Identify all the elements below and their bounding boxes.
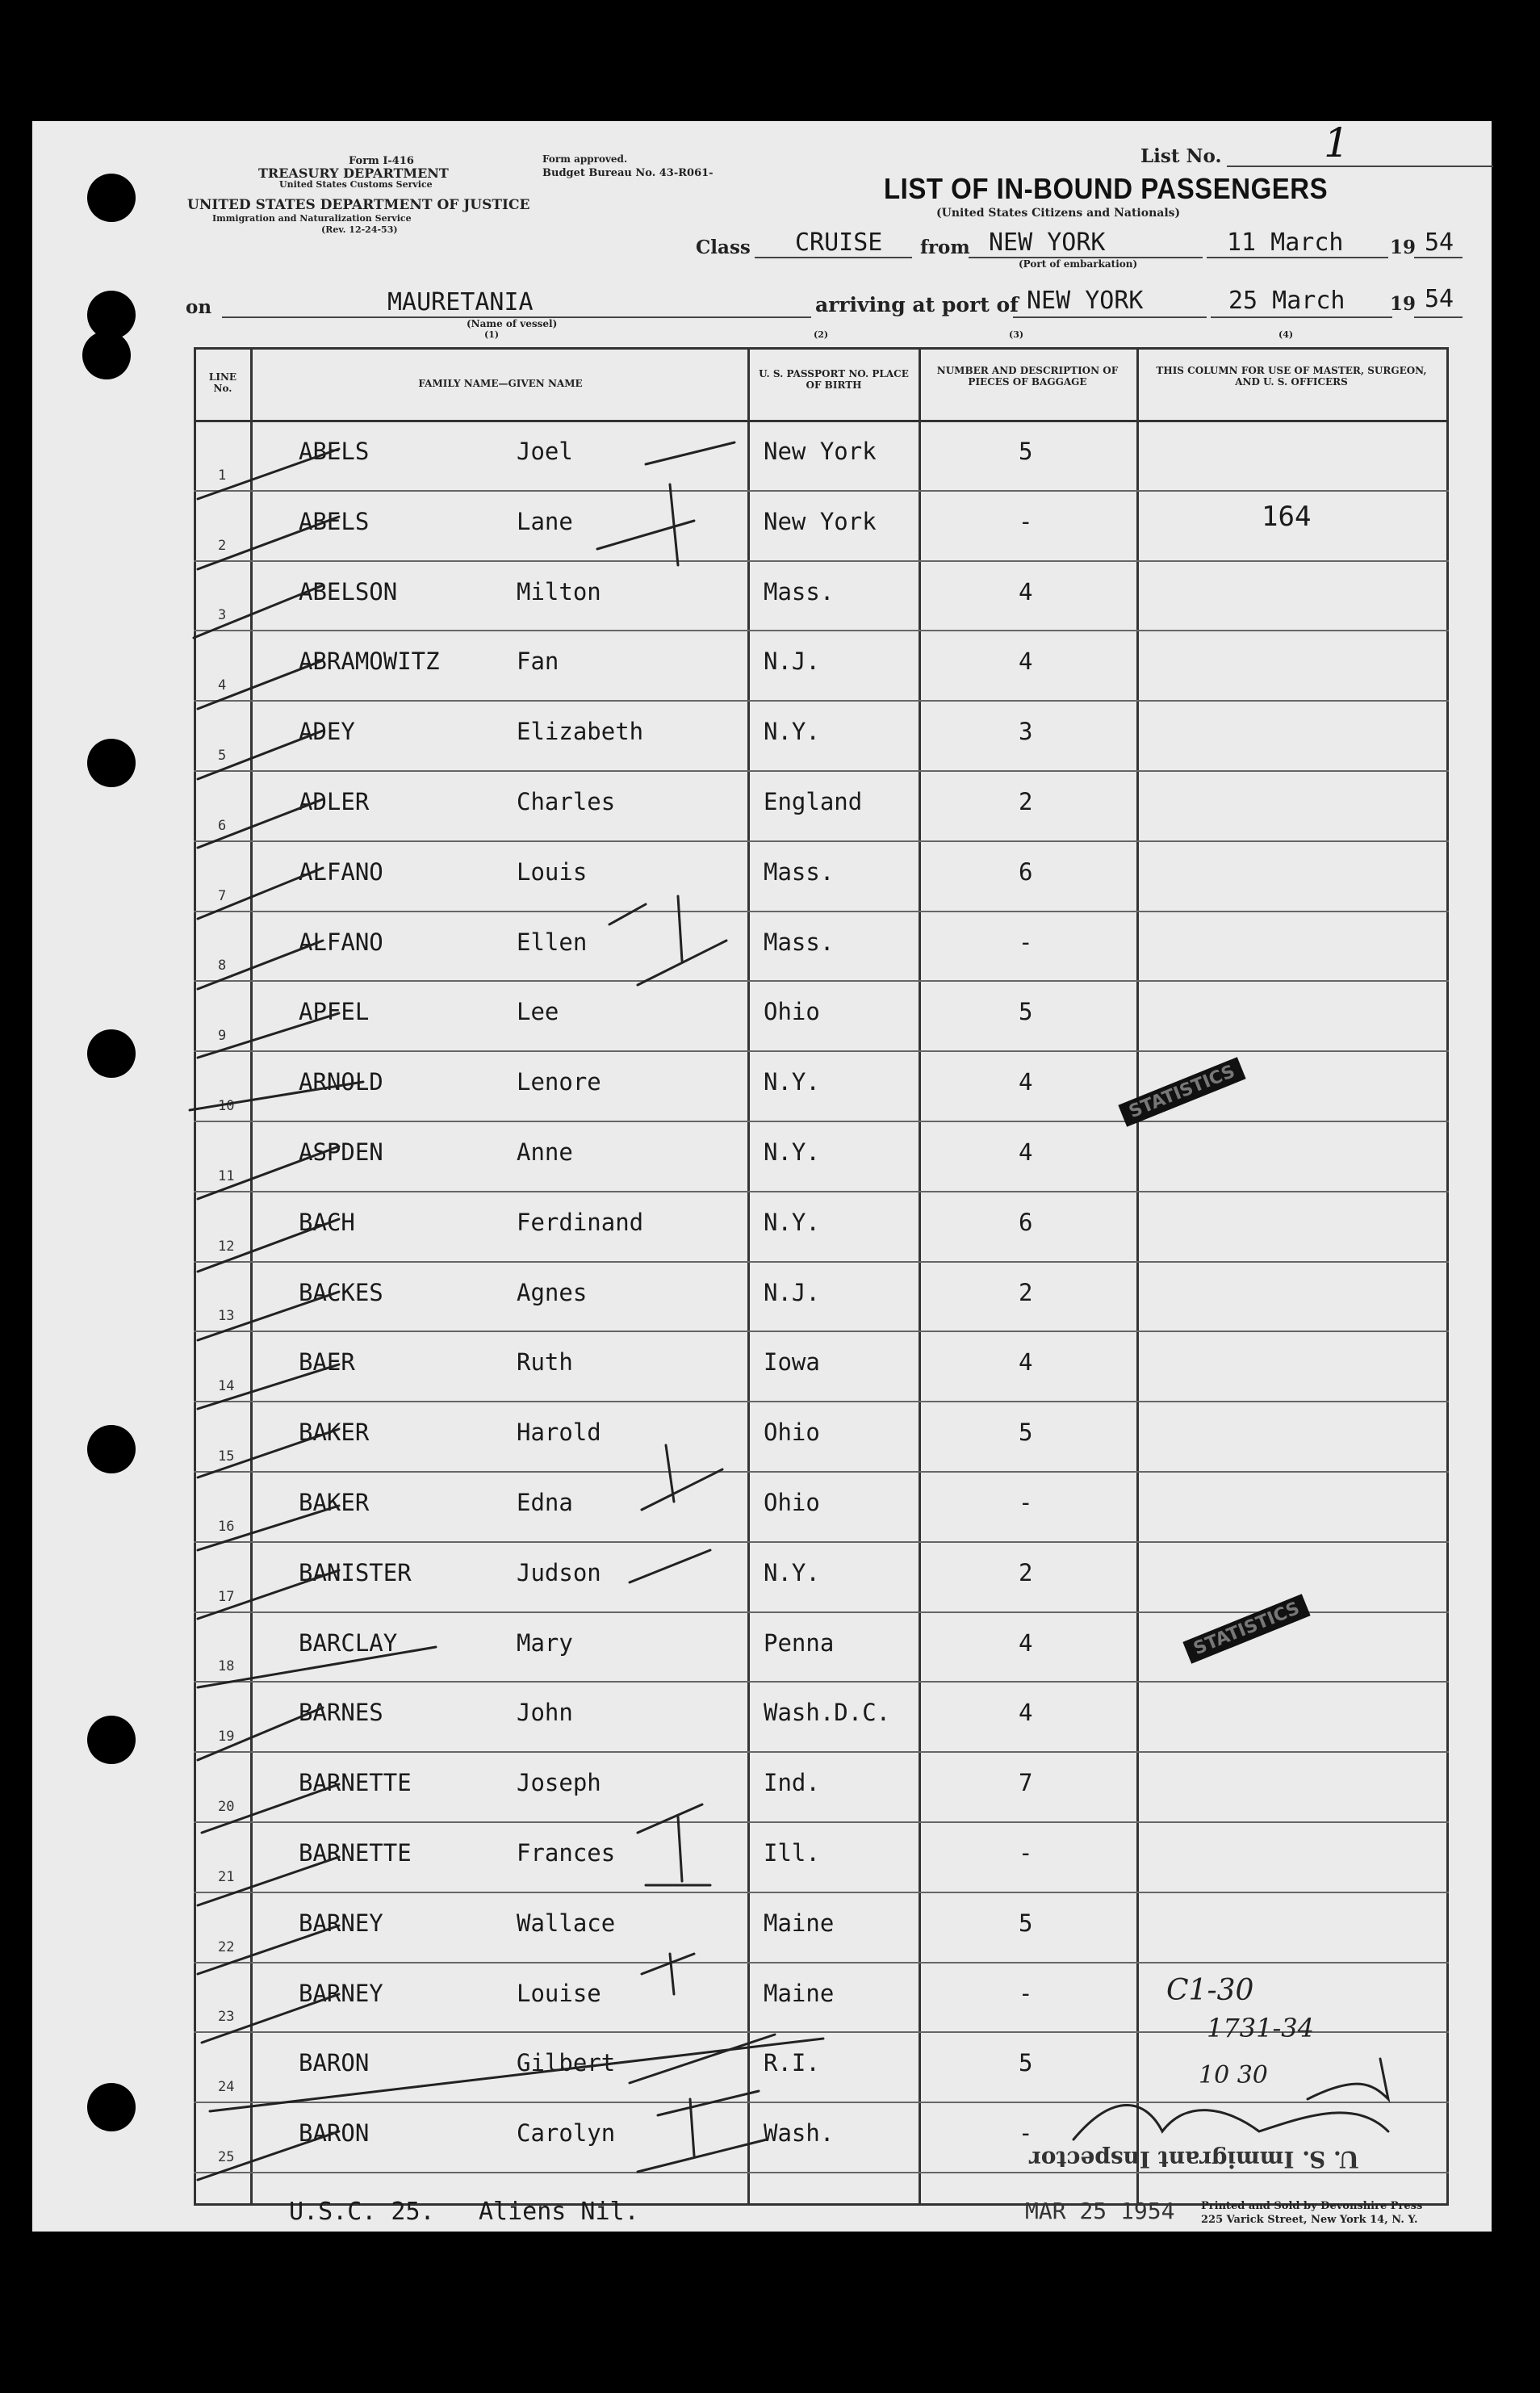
row-line: 17	[218, 1588, 235, 1605]
row-family: ARNOLD	[299, 1068, 383, 1096]
row-line: 25	[218, 2149, 235, 2165]
list-no-label: List No.	[1140, 145, 1222, 167]
row-baggage: -	[1019, 1489, 1033, 1516]
row-given: Lee	[517, 998, 559, 1026]
row-baggage: 4	[1019, 577, 1033, 606]
row-place: New York	[764, 507, 877, 535]
statistics-stamp: STATISTICS	[1118, 1057, 1245, 1126]
header-baggage: NUMBER AND DESCRIPTION OF PIECES OF BAGGAGE	[936, 365, 1119, 388]
row-family: BARNEY	[299, 1979, 383, 2007]
row-line: 1	[218, 467, 227, 484]
row-given: Charles	[517, 788, 616, 815]
punch-hole	[87, 174, 136, 222]
col-num-1: (1)	[484, 329, 500, 340]
row-baggage: 5	[1019, 438, 1033, 465]
row-baggage: -	[1019, 2119, 1033, 2148]
justice-dept: UNITED STATES DEPARTMENT OF JUSTICE	[187, 197, 530, 213]
row-baggage: 4	[1019, 1138, 1033, 1166]
row-given: Carolyn	[517, 2119, 616, 2148]
row-place: Ohio	[764, 998, 820, 1026]
customs-service: United States Customs Service	[279, 179, 433, 190]
row-line: 3	[218, 607, 227, 624]
row-given: Mary	[517, 1628, 573, 1657]
row-line: 20	[218, 1799, 235, 1815]
row-baggage: 2	[1019, 788, 1033, 815]
row-place: Wash.	[764, 2119, 835, 2148]
row-place: New York	[764, 438, 877, 465]
row-given: Lenore	[517, 1068, 601, 1096]
row-place: Ind.	[764, 1769, 820, 1797]
row-family: ABELS	[299, 438, 370, 465]
row-place: N.Y.	[764, 718, 820, 746]
row-line: 7	[218, 887, 227, 904]
row-family: BARON	[299, 2049, 370, 2077]
row-baggage: 6	[1019, 857, 1033, 886]
row-given: Wallace	[517, 1909, 616, 1937]
row-place: Mass.	[764, 928, 835, 956]
row-given: Frances	[517, 1839, 616, 1867]
row-given: Agnes	[517, 1278, 588, 1306]
date-stamp: MAR 25 1954	[1025, 2198, 1175, 2224]
class-value: CRUISE	[795, 228, 883, 257]
handwritten-note: 10 30	[1199, 2061, 1268, 2089]
row-given: Milton	[517, 577, 601, 606]
row-place: N.Y.	[764, 1558, 820, 1586]
row-baggage: 3	[1019, 718, 1033, 746]
row-line: 8	[218, 958, 227, 974]
punch-hole	[87, 2083, 136, 2131]
row-baggage: 5	[1019, 1909, 1033, 1937]
row-baggage: -	[1019, 928, 1033, 956]
list-number: 1	[1324, 119, 1350, 166]
col-num-2: (2)	[814, 329, 829, 340]
row-family: BARNETTE	[299, 1839, 412, 1867]
dep-year-prefix: 19	[1390, 237, 1417, 258]
handwritten-note: 1731-34	[1207, 2013, 1314, 2043]
vessel-name: MAURETANIA	[387, 288, 534, 316]
row-place: Maine	[764, 1979, 835, 2007]
row-place: Iowa	[764, 1348, 820, 1377]
row-family: ABRAMOWITZ	[299, 647, 440, 676]
row-family: BACKES	[299, 1278, 383, 1306]
row-line: 16	[218, 1518, 235, 1535]
page-subtitle: (United States Citizens and Nationals)	[936, 207, 1181, 220]
row-given: Fan	[517, 647, 559, 676]
row-family: APFEL	[299, 998, 370, 1026]
row-baggage: 2	[1019, 1278, 1033, 1306]
header-officers: THIS COLUMN FOR USE OF MASTER, SURGEON, AND U. S. OFFICERS	[1156, 365, 1427, 388]
punch-hole	[87, 1029, 136, 1078]
row-baggage: -	[1019, 507, 1033, 535]
row-place: Wash.D.C.	[764, 1699, 891, 1727]
row-baggage: 5	[1019, 2049, 1033, 2077]
punch-hole	[87, 739, 136, 787]
row-line: 2	[218, 537, 227, 554]
embarkation-note: (Port of embarkation)	[1019, 258, 1138, 270]
row-place: N.Y.	[764, 1138, 820, 1166]
form-approved: Form approved.	[542, 153, 628, 165]
row-given: Harold	[517, 1419, 601, 1447]
row-family: ALFANO	[299, 857, 383, 886]
row-given: Joel	[517, 438, 573, 465]
arrival-date: 25 March	[1228, 287, 1345, 315]
row-line: 23	[218, 2009, 235, 2026]
row-baggage: 2	[1019, 1558, 1033, 1586]
row-place: N.J.	[764, 647, 820, 676]
row-family: BARNES	[299, 1699, 383, 1727]
row-family: BANISTER	[299, 1558, 412, 1586]
row-baggage: 6	[1019, 1208, 1033, 1236]
row-line: 21	[218, 1868, 235, 1885]
row-family: BARON	[299, 2119, 370, 2148]
row-line: 5	[218, 748, 227, 764]
usc-note: U.S.C. 25.	[289, 2198, 435, 2226]
row-given: Louise	[517, 1979, 601, 2007]
vessel-note: (Name of vessel)	[467, 318, 558, 329]
class-label: Class	[696, 237, 751, 258]
row-given: Lane	[517, 507, 573, 535]
row-baggage: 4	[1019, 1699, 1033, 1727]
printer-line-1: Printed and Sold by Devonshire Press	[1201, 2200, 1423, 2212]
row-given: Ruth	[517, 1348, 573, 1377]
budget-bureau: Budget Bureau No. 43-R061-	[542, 167, 714, 179]
treasury-dept: TREASURY DEPARTMENT	[258, 166, 449, 181]
from-port: NEW YORK	[989, 228, 1106, 257]
row-family: BACH	[299, 1208, 355, 1236]
ins-service: Immigration and Naturalization Service	[212, 213, 412, 224]
from-label: from	[920, 237, 970, 258]
row-given: Louis	[517, 857, 588, 886]
row-baggage: 5	[1019, 998, 1033, 1026]
row-family: BAER	[299, 1348, 355, 1377]
row-line: 24	[218, 2079, 235, 2096]
punch-hole	[87, 1716, 136, 1764]
row-given: John	[517, 1699, 573, 1727]
row-family: BAKER	[299, 1489, 370, 1516]
row-line: 11	[218, 1167, 235, 1184]
page-title: LIST OF IN-BOUND PASSENGERS	[884, 172, 1329, 205]
row-given: Joseph	[517, 1769, 601, 1797]
row-line: 6	[218, 817, 227, 834]
header-line-no: LINE No.	[208, 371, 237, 394]
row-place: N.Y.	[764, 1208, 820, 1236]
row-given: Anne	[517, 1138, 573, 1166]
row-family: BARCLAY	[299, 1628, 398, 1657]
row-baggage: 4	[1019, 1068, 1033, 1096]
form-number: Form I-416	[349, 155, 414, 167]
row-line: 19	[218, 1729, 235, 1746]
row-line: 22	[218, 1938, 235, 1955]
row-baggage: 4	[1019, 647, 1033, 676]
row-baggage: -	[1019, 1979, 1033, 2007]
handwritten-note: C1-30	[1166, 1974, 1254, 2007]
row-family: ADEY	[299, 718, 355, 746]
row-place: Penna	[764, 1628, 835, 1657]
officer-count: 164	[1262, 501, 1312, 533]
row-line: 10	[218, 1098, 235, 1114]
row-baggage: -	[1019, 1839, 1033, 1867]
arrival-year: 54	[1425, 285, 1454, 313]
arr-year-prefix: 19	[1390, 293, 1417, 315]
row-place: Mass.	[764, 857, 835, 886]
row-place: Ohio	[764, 1419, 820, 1447]
row-given: Ellen	[517, 928, 588, 956]
punch-hole	[87, 1425, 136, 1473]
row-place: R.I.	[764, 2049, 820, 2077]
row-baggage: 4	[1019, 1348, 1033, 1377]
departure-year: 54	[1425, 228, 1454, 257]
row-given: Ferdinand	[517, 1208, 644, 1236]
statistics-stamp: STATISTICS	[1182, 1594, 1310, 1663]
header-name: FAMILY NAME—GIVEN NAME	[418, 378, 583, 389]
row-given: Judson	[517, 1558, 601, 1586]
arrival-port: NEW YORK	[1027, 287, 1144, 315]
row-place: N.J.	[764, 1278, 820, 1306]
row-place: England	[764, 788, 863, 815]
row-family: BARNETTE	[299, 1769, 412, 1797]
row-line: 15	[218, 1448, 235, 1465]
row-given: Edna	[517, 1489, 573, 1516]
row-baggage: 4	[1019, 1628, 1033, 1657]
arriving-label: arriving at port of	[815, 293, 1019, 316]
row-family: ABELS	[299, 507, 370, 535]
row-line: 9	[218, 1028, 227, 1045]
passenger-table	[194, 347, 1449, 2206]
row-place: Maine	[764, 1909, 835, 1937]
row-place: Ohio	[764, 1489, 820, 1516]
col-num-3: (3)	[1009, 329, 1024, 340]
aliens-note: Aliens Nil.	[479, 2198, 639, 2226]
row-baggage: 5	[1019, 1419, 1033, 1447]
row-line: 13	[218, 1308, 235, 1325]
col-num-4: (4)	[1278, 329, 1294, 340]
header-passport: U. S. PASSPORT NO. PLACE OF BIRTH	[759, 368, 909, 391]
row-line: 14	[218, 1378, 235, 1395]
row-family: ABELSON	[299, 577, 398, 606]
form-revision: (Rev. 12-24-53)	[321, 224, 398, 235]
row-family: ALFANO	[299, 928, 383, 956]
row-family: ADLER	[299, 788, 370, 815]
inspector-stamp: U. S. Immigrant Inspector	[1029, 2146, 1359, 2173]
row-line: 18	[218, 1658, 235, 1675]
row-line: 12	[218, 1238, 235, 1255]
departure-date: 11 March	[1227, 228, 1344, 257]
row-family: ASPDEN	[299, 1138, 383, 1166]
row-family: BARNEY	[299, 1909, 383, 1937]
row-line: 4	[218, 677, 227, 694]
punch-hole	[82, 331, 131, 379]
on-label: on	[186, 296, 212, 318]
row-given: Elizabeth	[517, 718, 644, 746]
row-place: Ill.	[764, 1839, 820, 1867]
row-place: N.Y.	[764, 1068, 820, 1096]
row-family: BAKER	[299, 1419, 370, 1447]
row-baggage: 7	[1019, 1769, 1033, 1797]
row-given: Gilbert	[517, 2049, 616, 2077]
row-place: Mass.	[764, 577, 835, 606]
printer-line-2: 225 Varick Street, New York 14, N. Y.	[1201, 2214, 1418, 2226]
